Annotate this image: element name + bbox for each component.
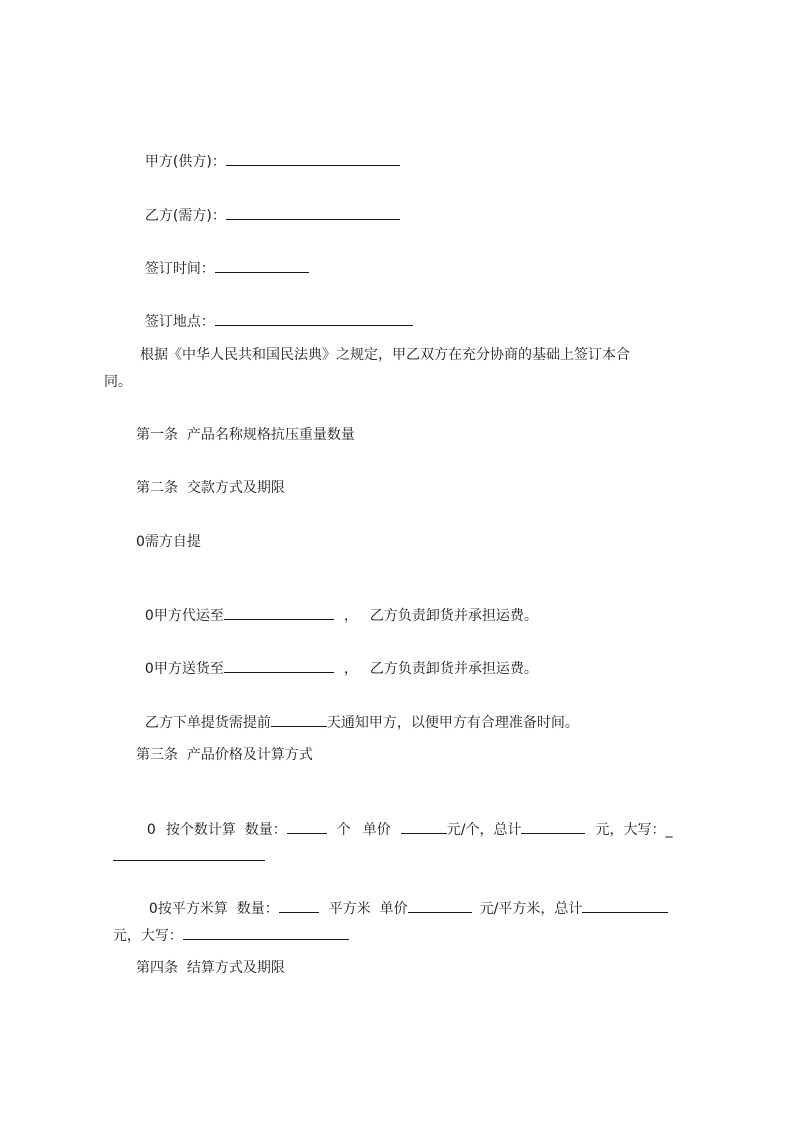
party-a-line	[136, 131, 400, 172]
notice-days-blank[interactable]	[271, 712, 327, 727]
option-self-pickup: 0需方自提	[136, 534, 201, 550]
sign-time-label: 签订时间：	[144, 261, 215, 277]
count-quantity-blank[interactable]	[287, 819, 327, 834]
sign-place-blank[interactable]	[215, 311, 413, 326]
party-a-label: 甲方(供方)：	[144, 154, 226, 170]
party-b-label: 乙方(需方)：	[144, 208, 226, 224]
count-amount-in-words-blank[interactable]	[113, 846, 265, 861]
preamble-line-1: 根据《中华人民共和国民法典》之规定，甲乙双方在充分协商的基础上签订本合	[140, 347, 630, 363]
by-area-unit2: 元/平方米，总计	[479, 901, 583, 917]
option-delivery-comma: ，	[343, 661, 358, 677]
option-transport-prefix: 0甲方代运至	[144, 608, 224, 624]
option-delivery-suffix: 乙方负责卸货并承担运费。	[369, 661, 538, 677]
area-unit-price-blank[interactable]	[408, 898, 472, 913]
sign-place-label: 签订地点：	[144, 314, 215, 330]
by-area-unit1: 平方米 单价	[328, 901, 408, 917]
transport-destination-blank[interactable]	[224, 605, 334, 620]
sign-place-line	[136, 291, 413, 332]
sign-time-blank[interactable]	[215, 258, 309, 273]
article3-title: 第三条 产品价格及计算方式	[136, 747, 313, 763]
by-area-line-2	[104, 905, 349, 946]
preamble-line-2: 同。	[104, 374, 132, 390]
option-transport-comma: ，	[343, 608, 358, 624]
by-area-line2-prefix: 元，大写：	[112, 928, 183, 944]
count-total-blank[interactable]	[521, 819, 585, 834]
delivery-destination-blank[interactable]	[224, 658, 334, 673]
option-delivery-prefix: 0甲方送货至	[144, 661, 224, 677]
article1-title: 第一条 产品名称规格抗压重量数量	[136, 427, 355, 443]
by-count-text2: 单价	[362, 822, 391, 838]
party-a-blank[interactable]	[226, 151, 400, 166]
notice-prefix: 乙方下单提货需提前	[144, 715, 271, 731]
party-b-line	[136, 185, 400, 226]
article2-title: 第二条 交款方式及期限	[136, 480, 285, 496]
by-count-mark: 0	[146, 822, 156, 838]
area-total-blank[interactable]	[582, 898, 668, 913]
by-count-unit1: 个	[336, 822, 351, 838]
article4-title: 第四条 结算方式及期限	[136, 960, 285, 976]
by-count-text1: 按个数计算 数量：	[165, 822, 287, 838]
area-amount-in-words-blank[interactable]	[183, 925, 349, 940]
option-transport-line	[136, 585, 538, 626]
party-b-blank[interactable]	[226, 205, 400, 220]
count-unit-price-blank[interactable]	[401, 819, 447, 834]
by-area-mark: 0按平方米算 数量：	[148, 901, 279, 917]
by-count-unit3: 元，大写：_	[595, 822, 673, 838]
option-delivery-line	[136, 638, 538, 679]
notice-suffix: 天通知甲方，以便甲方有合理准备时间。	[326, 715, 579, 731]
sign-time-line	[136, 238, 309, 279]
notice-line	[136, 692, 579, 733]
by-count-line-2	[104, 826, 265, 867]
by-count-unit2: 元/个，总计	[446, 822, 522, 838]
option-transport-suffix: 乙方负责卸货并承担运费。	[369, 608, 538, 624]
